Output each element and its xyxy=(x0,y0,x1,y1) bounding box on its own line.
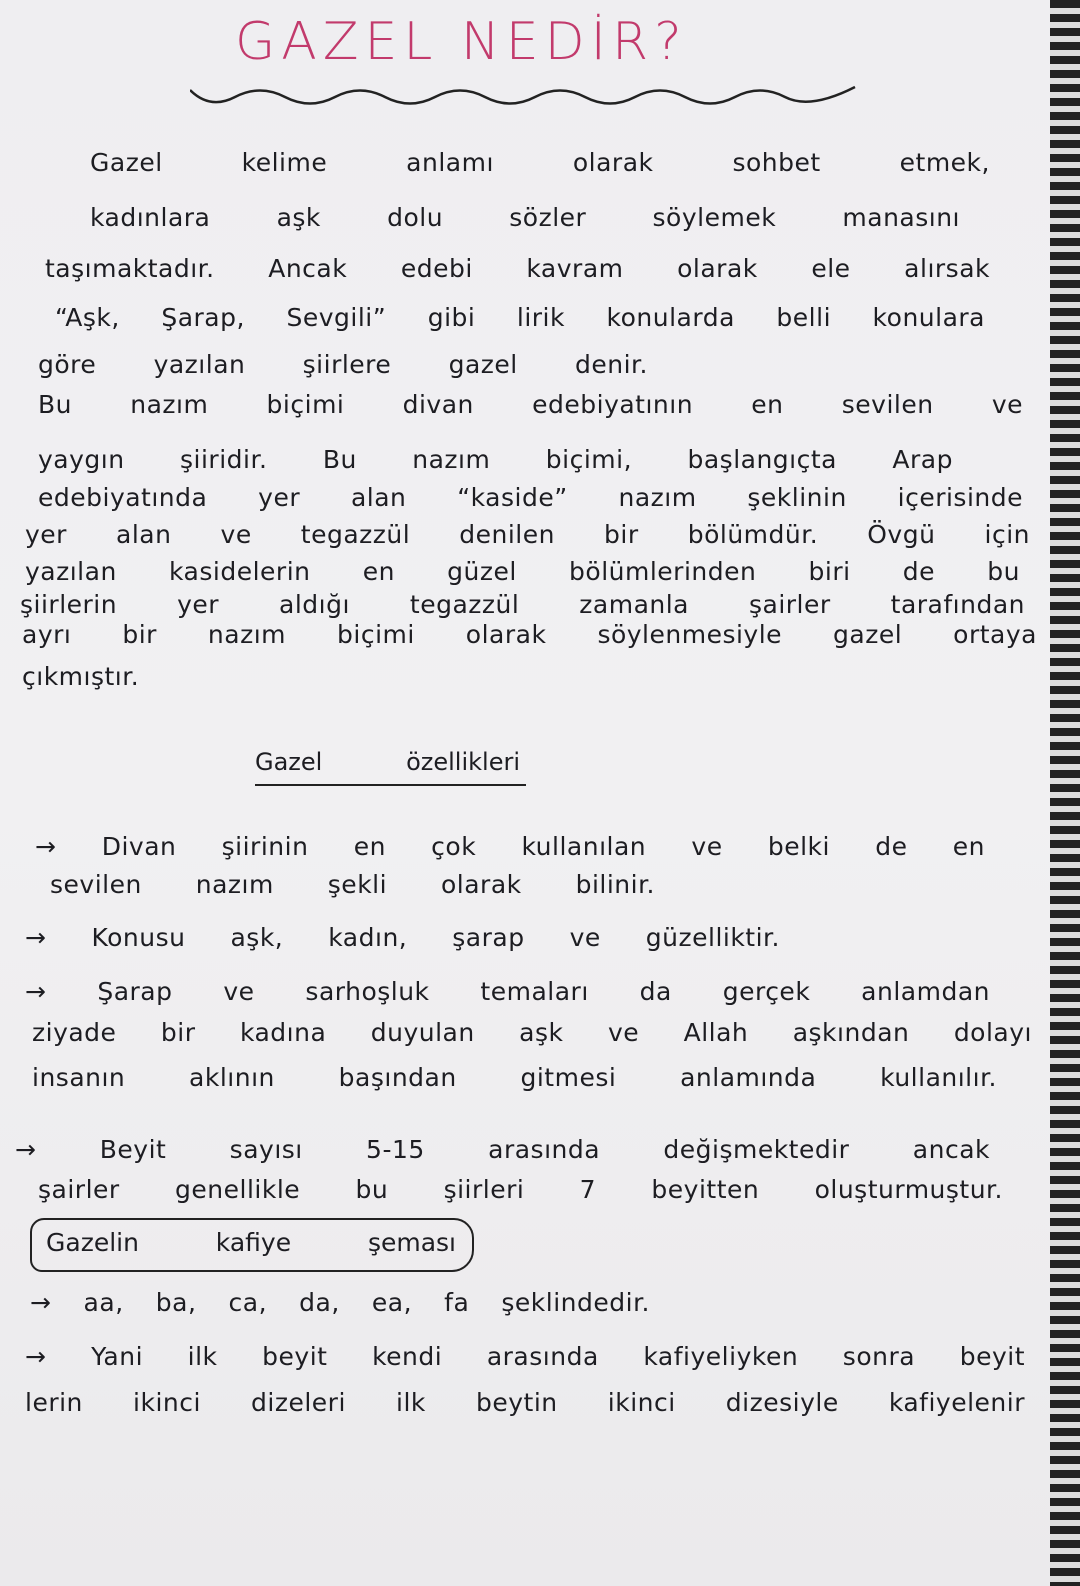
scheme-line: lerin ikinci dizeleri ilk beytin ikinci dizesiyle kafiyelenir xyxy=(25,1388,1025,1417)
intro-line: göre yazılan şiirlere gazel denir. xyxy=(38,350,648,379)
feature-line: ziyade bir kadına duyulan aşk ve Allah aşkından dolayı xyxy=(32,1018,1032,1047)
intro-line: edebiyatında yer alan “kaside” nazım şeklinin içerisinde xyxy=(38,483,1023,512)
feature-line: → Konusu aşk, kadın, şarap ve güzelliktir. xyxy=(25,923,780,952)
page-title: GAZEL NEDİR? xyxy=(235,12,688,72)
feature-line: sevilen nazım şekli olarak bilinir. xyxy=(50,870,655,899)
intro-line: çıkmıştır. xyxy=(22,662,140,691)
intro-line: şiirlerin yer aldığı tegazzül zamanla şairler tarafından xyxy=(20,590,1025,619)
feature-line: → Beyit sayısı 5-15 arasında değişmektedir ancak xyxy=(15,1135,990,1164)
intro-line: yazılan kasidelerin en güzel bölümlerinden biri de bu xyxy=(25,557,1020,586)
scheme-line: → aa, ba, ca, da, ea, fa şeklindedir. xyxy=(30,1288,650,1317)
feature-line: → Divan şiirinin en çok kullanılan ve belki de en xyxy=(35,832,985,861)
feature-line: → Şarap ve sarhoşluk temaları da gerçek anlamdan xyxy=(25,977,990,1006)
intro-line: ayrı bir nazım biçimi olarak söylenmesiyle gazel ortaya xyxy=(22,620,1037,649)
intro-line: kadınlara aşk dolu sözler söylemek manasını xyxy=(90,203,960,232)
scheme-line: → Yani ilk beyit kendi arasında kafiyeliyken sonra beyit xyxy=(25,1342,1025,1371)
intro-line: Gazel kelime anlamı olarak sohbet etmek, xyxy=(90,148,990,177)
feature-line: insanın aklının başından gitmesi anlamında kullanılır. xyxy=(32,1063,997,1092)
intro-line: yer alan ve tegazzül denilen bir bölümdür. Övgü için xyxy=(25,520,1030,549)
feature-line: şairler genellikle bu şiirleri 7 beyitten oluşturmuştur. xyxy=(38,1175,1003,1204)
intro-line: yaygın şiiridir. Bu nazım biçimi, başlangıçta Arap xyxy=(38,445,953,474)
intro-line: “Aşk, Şarap, Sevgili” gibi lirik konularda belli konulara xyxy=(55,303,985,332)
section-heading-scheme: Gazelin kafiye şeması xyxy=(46,1228,456,1257)
intro-line: taşımaktadır. Ancak edebi kavram olarak ele alırsak xyxy=(45,254,990,283)
wavy-underline xyxy=(190,75,860,115)
background-fabric xyxy=(1050,0,1080,1586)
intro-line: Bu nazım biçimi divan edebiyatının en sevilen ve xyxy=(38,390,1023,419)
scheme-heading-box xyxy=(30,1218,474,1272)
section-heading-features: Gazel özellikleri xyxy=(255,748,526,786)
